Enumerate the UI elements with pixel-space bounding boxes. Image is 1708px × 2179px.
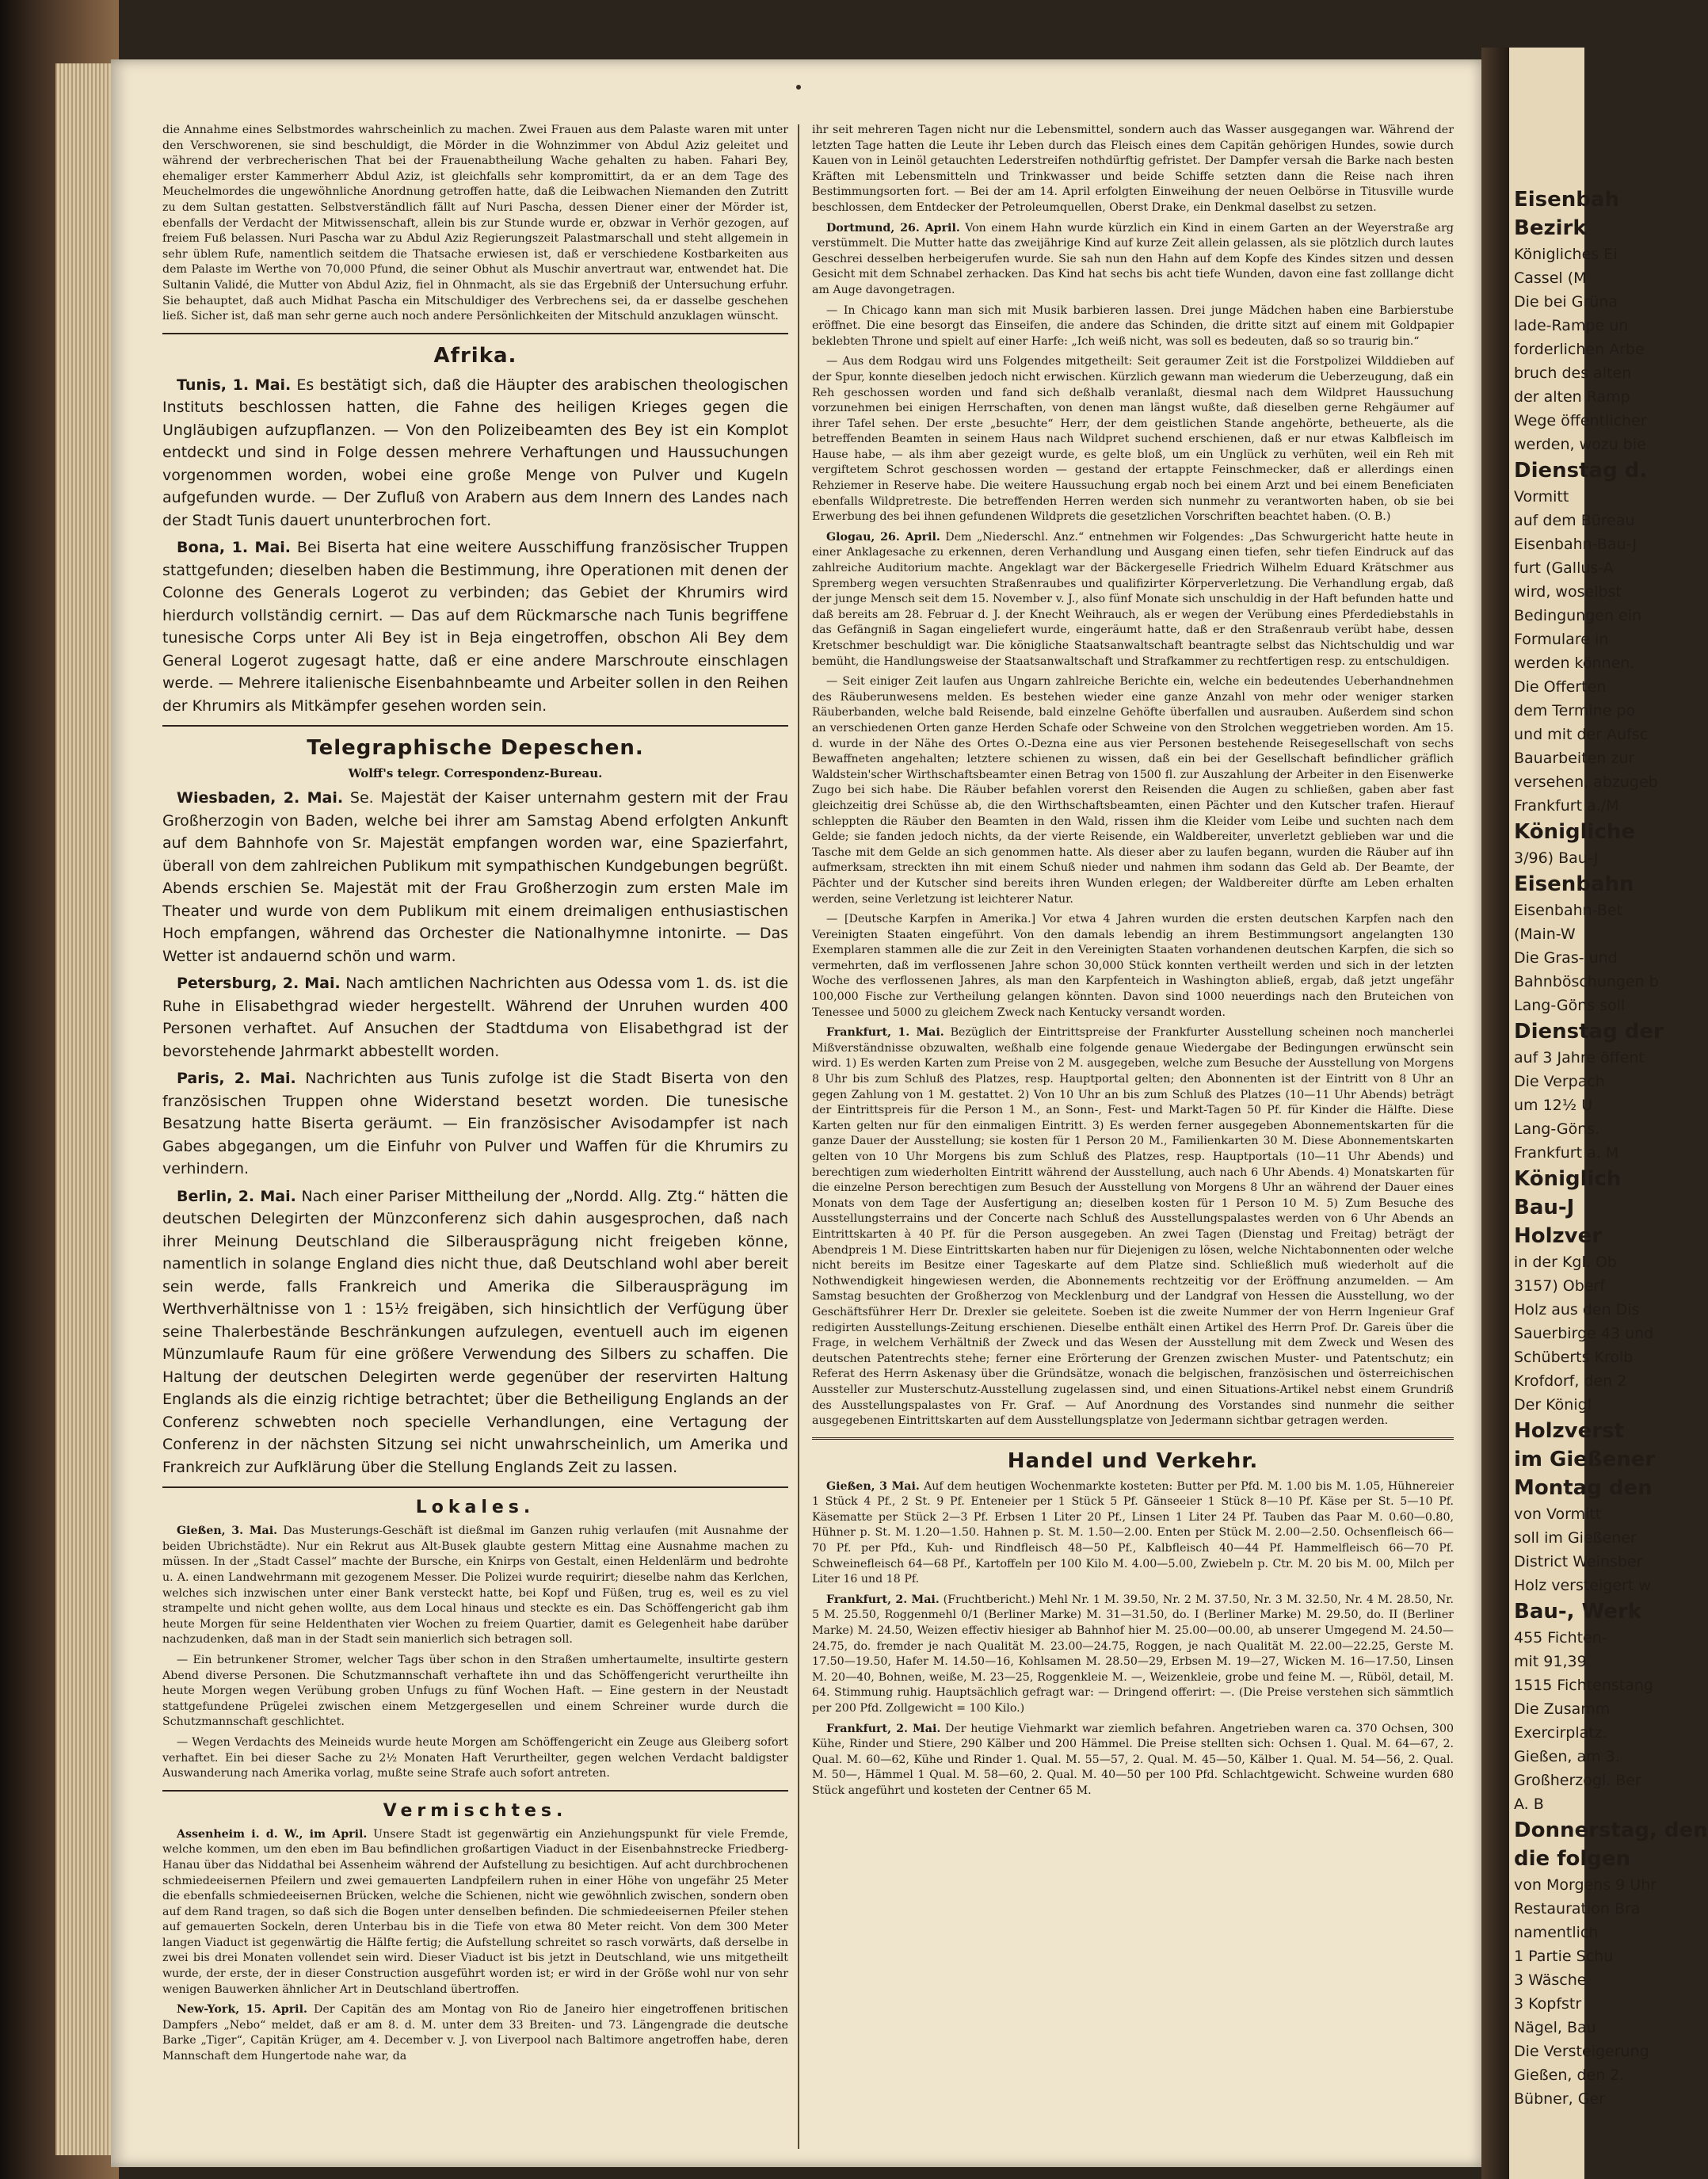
telegram-subheading: Wolff's telegr. Correspondenz-Bureau. bbox=[348, 766, 603, 781]
next-page-text-fragment: Die Offerten bbox=[1514, 678, 1607, 696]
next-page-text-fragment: 1515 Fichtenstang bbox=[1514, 1677, 1653, 1694]
next-page-heading-fragment: Montag den bbox=[1514, 1476, 1653, 1500]
article-paragraph bbox=[812, 1722, 1454, 1799]
dateline: Paris, 2. Mai. bbox=[177, 1070, 296, 1088]
article-paragraph bbox=[162, 1653, 788, 1731]
article-text: Nach amtlichen Nachrichten aus Odessa vom 1. ds. ist die Ruhe in Elisabethgrad wieder hergestellt. Während der Unruhen wurden 400 Personen verhaftet. Auf Ansuchen der Stadtduma von Elisabethgrad ist der bevorstehende Jahrmarkt abbestellt worden. bbox=[162, 975, 788, 1060]
next-page-edge bbox=[1509, 48, 1708, 2179]
handel-heading: Handel und Verkehr. bbox=[1007, 1448, 1259, 1473]
next-page-text-fragment: Frankfurt a./M bbox=[1514, 797, 1619, 815]
section-rule bbox=[162, 1790, 788, 1792]
next-page-text-fragment: 3/96) Bau-J bbox=[1514, 849, 1599, 867]
next-page-text-fragment: Eisenbahn-Bet bbox=[1514, 902, 1623, 919]
dateline: Glogau, 26. April. bbox=[826, 530, 940, 544]
next-page-text-fragment: Bauarbeiten zur bbox=[1514, 750, 1635, 767]
africa-section bbox=[162, 374, 788, 718]
next-page-heading-fragment: Dienstag der bbox=[1514, 1020, 1664, 1044]
next-page-text-fragment: Exercirplatz. bbox=[1514, 1724, 1607, 1742]
next-page-heading-fragment: Eisenbah bbox=[1514, 188, 1619, 212]
dateline: Bona, 1. Mai. bbox=[177, 539, 291, 557]
next-page-text-fragment: Bedingungen ein bbox=[1514, 607, 1642, 624]
next-page-text-fragment: Cassel (M bbox=[1514, 269, 1587, 287]
article-text: — Aus dem Rodgau wird uns Folgendes mitgetheilt: Seit geraumer Zeit ist die Forstpolizei Wilddieben auf der Spur, konnte dieselben jedoch nicht erwischen. Kürzlich gewann man wiederum die Ueberzeugung, daß ein Reh geschossen worden und fand sich deßhalb veranlaßt, diesmal nach dem Wildpret Haussuchung vorzunehmen bei einigen Herrschaften, von denen man längst wußte, daß dieselben gerne Rehgäumer auf ihrer Tafel sehen. Der erste „besuchte“ Herr, der dem geistlichen Stande angehörte, betheuerte, als die betreffenden Beamten in seinem Haus nach Wildpret suchend erschienen, daß er nur etwas Kalbfleisch im Hause habe, — als ihm aber gezeigt wurde, es gelte bloß, um ein Unglück zu verhüten, weil ein Reh mit vergiftetem Schrot geschossen worden — gestand der ertappte Feinschmecker, daß er allerdings einen Rehziemer in Reserve habe. Die weitere Haussuchung ergab noch bei einem Arzt und bei einem Beneficiaten ebenfalls Wildpretreste. Die betreffenden Herren werden sich nunmehr zu verantworten haben, ob sie bei Erwerbung des bei ihnen gefundenen Wildprets die gesetzlichen Vorschriften beachtet haben. (O. B.) bbox=[812, 355, 1454, 524]
next-page-text-fragment: Der Königl bbox=[1514, 1396, 1592, 1414]
telegram-section bbox=[162, 787, 788, 1479]
next-page-text-fragment: auf 3 Jahre öffent bbox=[1514, 1049, 1645, 1067]
article-text: Bezüglich der Eintrittspreise der Frankfurter Ausstellung scheinen noch mancherlei Mißverständnisse obzuwalten, weßhalb eine folgende genaue Wiedergabe der Bedingungen erwünscht sein wird. 1) Es werden Karten zum Preise von 2 M. ausgegeben, welche zum Besuche der Ausstellung von Morgens 8 Uhr bis zum Schluß des Platzes, resp. Hauptportal gelten; den Abonnenten ist der Eintritt von 8 Uhr an gegen Zahlung von 1 M. gestattet. 2) Von 10 Uhr an bis zum Schluß des Platzes (10—11 Uhr Abends) beträgt der Eintrittspreis für die Person 1 M., an Sonn-, Fest- und Markt-Tagen 50 Pf. für Kinder die Hälfte. Diese Karten gelten nur für den einmaligen Eintritt. 3) Es werden ferner ausgegeben Abonnementskarten für die ganze Dauer der Ausstellung; sie kosten für 1 Person 20 M., Familienkarten 30 M. Diese Abonnementskarten gelten von 10 Uhr Morgens bis zum Schluß des Platzes, resp. Hauptportals (10—11 Uhr Abends) und berechtigen zum wiederholten Eintritt während der Ausstellung, auch nach 6 Uhr Abends. 4) Monatskarten für die einzelne Person berechtigen zum Besuch der Ausstellung von Morgens 8 Uhr an während der Dauer eines Monats von dem Tage der Ausfertigung an; dieselben kosten für 1 Person 10 M. 5) Zum Besuche des Ausstellungsterrains und der Concerte nach Schluß des Ausstellungspalastes werden von 6 Uhr Abends an Eintrittskarten à 40 Pf. für die Person ausgegeben. An zwei Tagen (Dienstag und Freitag) beträgt der Abendpreis 1 M. Diese Eintrittskarten haben nur für Diejenigen zu lösen, welche Nichtabonnenten oder welche nicht bereits im Besitze einer Tageskarte auf dem Platze sind. Schließlich muß wiederholt auf die Nothwendigkeit hingewiesen werden, die Abonnements rechtzeitig vor der Eröffnung anzumelden. — Am Samstag besuchten der Großherzog von Mecklenburg und der Landgraf von Hessen die Ausstellung, wo der Geschäftsführer Herr Dr. Drexler sie geleitete. Soeben ist die zweite Nummer der von Herrn Ingenieur Graf redigirten Ausstellungs-Zeitung erschienen. Dieselbe enthält einen Artikel des Herrn Prof. Dr. Gareis über die Frage, in welchem Verhältniß der Zweck und das Wesen der Ausstellung mit dem Zweck und Wesen des deutschen Patentrechts stehe; ferner eine Erörterung der Grenzen zwischen Muster- und Patentschutz; ein Referat des Herrn Askenasy über die Gründsätze, wonach die belgischen, französischen und österreichischen Aussteller zur Musterschutz-Ausstellung zugelassen sind, und einen Situations-Artikel nebst einem Grundriß des Ausstellungspalastes von Fr. Graf. — Auf Anordnung des Vorstandes sind nunmehr die seither ausgegebenen Eintrittskarten auf dem Ausstellungsplatze von Jedermann sichtbar getragen werden. bbox=[812, 1026, 1454, 1428]
article-text: — Wegen Verdachts des Meineids wurde heute Morgen am Schöffengericht ein Zeuge aus Gleiberg sofort verhaftet. Ein bei dieser Sache zu 2½ Monaten Haft Verurtheilter, gegen welchen Verdacht baldigster Auswanderung nach Amerika vorlag, mußte seine Strafe auch sofort antreten. bbox=[162, 1735, 788, 1780]
next-page-text-fragment: von Vormitt bbox=[1514, 1505, 1602, 1523]
article-text: ihr seit mehreren Tagen nicht nur die Lebensmittel, sondern auch das Wasser ausgegangen war. Während der letzten Tage hatten die Leute ihr Leben durch das Fleisch eines dem Capitän gehörigen Hundes, sowie durch Kauen von in Leinöl getauchten Lederstreifen nothdürftig gefristet. Der Dampfer versah die Barke nach besten Kräften mit Lebensmitteln und Trinkwasser und beide Schiffe setzten dann die Reise nach ihren Bestimmungsorten fort. — Bei der am 14. April erfolgten Einweihung der neuen Oelbörse in Titusville wurde beschlossen, dem Entdecker der Petroleumquellen, Oberst Drake, ein Denkmal daselbst zu setzen. bbox=[812, 124, 1454, 214]
next-page-text-fragment: auf dem Büreau bbox=[1514, 512, 1635, 529]
next-page-text-fragment: Schüberts Krolb bbox=[1514, 1349, 1634, 1366]
article-text: Bei Biserta hat eine weitere Ausschiffung französischer Truppen stattgefunden; dieselben haben die Bestimmung, ihre Operationen mit denen der Colonne des Generals Logerot zu verbinden; das Gebiet der Khrumirs wird hierdurch vollständig cernirt. — Das auf dem Rückmarsche nach Tunis begriffene tunesische Corps unter Ali Bey ist in Beja eingetroffen, obschon Ali Bey dem General Logerot zugesagt hatte, daß er eine andere Marschroute einschlagen werde. — Mehrere italienische Eisenbahnbeamte und Arbeiter sollen in den Reihen der Khrumirs als Mitkämpfer gesehen worden sein. bbox=[162, 539, 788, 715]
next-page-text-fragment: 455 Fichten- bbox=[1514, 1629, 1607, 1647]
dateline: Gießen, 3 Mai. bbox=[826, 1479, 920, 1493]
article-paragraph bbox=[162, 972, 788, 1063]
next-page-text-fragment: Eisenbahn-Bau-J bbox=[1514, 536, 1637, 553]
next-page-text-fragment: (Main-W bbox=[1514, 925, 1576, 943]
article-text: Auf dem heutigen Wochenmarkte kosteten: Butter per Pfd. M. 1.00 bis M. 1.05, Hühnereier 1 Stück 4 Pf., 2 St. 9 Pf. Enteneier per 1 Stück 5 Pf. Gänseeier 1 Stück 8—10 Pf. Käse per St. 5—10 Pf. Käsematte per Stück 2—3 Pf. Erbsen 1 Liter 20 Pf., Linsen 1 Liter 24 Pf. Tauben das Paar M. 0.60—0.80, Hühner p. St. M. 1.20—1.50. Hahnen p. St. M. 1.50—2.00. Enten per Stück M. 2.00—2.50. Ochsenfleisch 66—70 Pf. per Pfd., Kuh- und Rindfleisch 48—50 Pf., Kalbfleisch 40—44 Pf. Hammelfleisch 66—70 Pf. Schweinefleisch 64—68 Pf., Kartoffeln per 100 Kilo M. 4.00—5.00, Zwiebeln p. Ctr. M. 20 bis M. 00, Milch per Liter 16 und 18 Pf. bbox=[812, 1479, 1454, 1586]
dateline: Frankfurt, 2. Mai. bbox=[826, 1593, 940, 1606]
next-page-text-fragment: 3 Wäsche bbox=[1514, 1971, 1587, 1989]
next-page-text-fragment: Lang-Göns. bbox=[1514, 1120, 1600, 1138]
next-page-text-fragment: Krofdorf, den 2 bbox=[1514, 1372, 1627, 1390]
next-page-text-fragment: Die Versteigerung bbox=[1514, 2043, 1649, 2060]
section-rule bbox=[162, 1486, 788, 1488]
next-page-heading-fragment: Bau-, Werk bbox=[1514, 1600, 1642, 1624]
next-page-heading-fragment: Bau-J bbox=[1514, 1196, 1575, 1219]
next-page-text-fragment: der alten Ramp bbox=[1514, 388, 1630, 406]
next-page-heading-fragment: Dienstag d. bbox=[1514, 459, 1648, 483]
next-page-text-fragment: und mit der Aufsc bbox=[1514, 726, 1649, 743]
next-page-text-fragment: A. B bbox=[1514, 1795, 1544, 1813]
next-page-text-fragment: 1 Partie Schu bbox=[1514, 1948, 1614, 1965]
next-page-text-fragment: Gießen, den 2. bbox=[1514, 2066, 1625, 2084]
next-page-text-fragment: werden, wozu bie bbox=[1514, 436, 1646, 453]
article-paragraph bbox=[162, 1827, 788, 1998]
next-page-text-fragment: von Morgens 9 Uhr bbox=[1514, 1876, 1657, 1894]
next-page-text-fragment: bruch des alten bbox=[1514, 364, 1632, 382]
next-page-text-fragment: namentlich bbox=[1514, 1924, 1599, 1941]
next-page-text-fragment: Bübner, Ger bbox=[1514, 2090, 1605, 2108]
next-page-text-fragment: Restauration Bra bbox=[1514, 1900, 1641, 1918]
dateline: Frankfurt, 1. Mai. bbox=[826, 1026, 944, 1040]
next-page-text-fragment: dem Termine po bbox=[1514, 702, 1636, 719]
next-page-heading-fragment: Königlich bbox=[1514, 1167, 1622, 1191]
article-text: Nachrichten aus Tunis zufolge ist die Stadt Biserta von den französischen Truppen ohne Widerstand besetzt worden. Die tunesische Besatzung hatte Biserta geräumt. — Ein französischer Avisodampfer ist nach Gabes abgegangen, um die Einfuhr von Pulver und Waffen für die Khrumirs zu verhindern. bbox=[162, 1070, 788, 1178]
article-text: Unsere Stadt ist gegenwärtig ein Anziehungspunkt für viele Fremde, welche kommen, um den eben im Bau befindlichen großartigen Viaduct in der Eisenbahnstrecke Friedberg-Hanau über das Niddathal bei Assenheim während der Aufstellung zu besichtigen. Auf acht durchbrochenen schmiedeeisernen Pfeilern und zwei gemauerten Landpfeilern ruhen in einer Höhe von ungefähr 25 Meter die ebenfalls schmiedeeisernen Brücken, welche die Schienen, nicht wie gewöhnlich zwischen, sondern oben auf dem Rand tragen, so daß sich die Bogen unter denselben befinden. Die schmiedeeisernen Pfeiler stehen auf gemauerten Sockeln, deren Unterbau bis in die Tiefe von etwa 80 Meter reicht. Von dem 300 Meter langen Viaduct ist gegenwärtig die Hälfte fertig; die Aufstellung schreitet so rasch vorwärts, daß derselbe in zwei bis drei Monaten vollendet sein wird. Dieser Viaduct ist bis jetzt in Deutschland, wie uns mitgetheilt wurde, der erste, der in dieser Construction ausgeführt worden ist; er wird in der Größe wohl nur von sehr wenigen Bauwerken ähnlicher Art in Deutschland übertroffen. bbox=[162, 1827, 788, 1996]
next-page-text-fragment: in der Kgl. Ob bbox=[1514, 1254, 1617, 1271]
next-page-heading-fragment: Donnerstag, den bbox=[1514, 1818, 1708, 1842]
next-page-text-fragment: 3157) Oberf bbox=[1514, 1277, 1606, 1295]
vermischtes-section bbox=[162, 1827, 788, 2065]
intro-paragraph: die Annahme eines Selbstmordes wahrscheinlich zu machen. Zwei Frauen aus dem Palaste waren mit unter den Verschworenen, sie sind beschuldigt, die Mörder in die Wohnzimmer von Abdul Aziz geleitet und während der verbrecherischen That bei der Frauenabtheilung Wache gehalten zu haben. Fahari Bey, ehemaliger erster Kammerherr Abdul Aziz, ist gleichfalls sehr kompromittirt, da er an dem Tage des Meuchelmordes die ungewöhnliche Anordnung getroffen hatte, daß die Leibwachen Niemanden den Zutritt zu dem Sultan gestatten. Selbstverständlich fällt auf Nuri Pascha, dessen Diener einer der Mörder ist, ebenfalls der Verdacht der Mitwissenschaft, allein bis zur Stunde wurde er, obzwar in Verhör gezogen, auf freiem Fuß belassen. Nuri Pascha war zu Abdul Aziz Regierungszeit Palastmarschall und steht allgemein in sehr üblem Rufe, namentlich seitdem die Thatsache erwiesen ist, daß er verschiedene Kostbarkeiten aus dem Palaste im Werthe von 70,000 Pfund, die seiner Obhut als Muschir anvertraut war, entwendet hat. Die Sultanin Validé, die Mutter von Abdul Aziz, fiel in Ohnmacht, als sie das Ergebniß der Untersuchung erfuhr. Sie behauptet, daß auch Midhat Pascha ein Mitschuldiger des Verbrechens sei, da er dasselbe geschehen ließ. Sicher ist, daß man sehr gerne auch noch andere Persönlichkeiten der Mitschuld anzuklagen wünscht. bbox=[162, 124, 788, 323]
next-page-text-fragment: District Weinsber bbox=[1514, 1553, 1643, 1570]
next-page-text-fragment: werden können. bbox=[1514, 654, 1635, 672]
africa-heading: Afrika. bbox=[433, 343, 517, 368]
dateline: Wiesbaden, 2. Mai. bbox=[177, 789, 344, 807]
article-paragraph bbox=[162, 374, 788, 532]
article-paragraph bbox=[812, 1593, 1454, 1717]
next-page-text-fragment: furt (Gallus-A bbox=[1514, 559, 1614, 577]
article-paragraph bbox=[162, 1735, 788, 1782]
next-page-text-fragment: um 12½ U bbox=[1514, 1097, 1593, 1114]
dateline: Petersburg, 2. Mai. bbox=[177, 975, 341, 993]
next-page-lines bbox=[1509, 48, 1708, 2110]
left-column bbox=[162, 123, 788, 2151]
article-paragraph bbox=[812, 123, 1454, 216]
dateline: Berlin, 2. Mai. bbox=[177, 1187, 296, 1205]
section-rule bbox=[162, 333, 788, 334]
page-edges bbox=[55, 63, 111, 2155]
handel-section bbox=[812, 1479, 1454, 1799]
next-page-text-fragment: 3 Kopfstr bbox=[1514, 1995, 1582, 2013]
article-text: Von einem Hahn wurde kürzlich ein Kind in einem Garten an der Weyerstraße arg verstümmelt. Die Mutter hatte das zweijährige Kind auf kurze Zeit allein gelassen, als sie plötzlich durch lautes Geschrei desselben herbeigerufen wurde. Sie sah nun den Hahn auf dem Kopfe des Kindes sitzen und dessen Gesicht mit dem Schnabel zerhacken. Das Kind hat sechs bis acht tiefe Wunden, davon eine fast zolllange dicht am Auge davongetragen. bbox=[812, 221, 1454, 296]
article-text: — Ein betrunkener Stromer, welcher Tags über schon in den Straßen umhertaumelte, insultirte gestern Abend diverse Personen. Die Schutzmannschaft verhaftete ihn und das Schöffengericht verurtheilte ihn heute Morgen wegen Verübung groben Unfugs zu fünf Wochen Haft. — Eine gestern in der Neustadt stattgefundene Prügelei zwischen einem Metzgergesellen und einem Schreiner wurde durch die Schutzmannschaft geschlichtet. bbox=[162, 1653, 788, 1729]
next-page-text-fragment: forderlichen Arbe bbox=[1514, 341, 1645, 358]
article-paragraph bbox=[162, 1524, 788, 1648]
next-page-heading-fragment: Königliche bbox=[1514, 820, 1635, 844]
next-page-text-fragment: Königliches Ei bbox=[1514, 246, 1618, 263]
next-page-heading-fragment: im Gießener bbox=[1514, 1448, 1656, 1471]
next-page-heading-fragment: die folgen bbox=[1514, 1847, 1631, 1871]
next-page-heading-fragment: Eisenbahn bbox=[1514, 872, 1634, 896]
page-mark bbox=[796, 85, 801, 90]
next-page-heading-fragment: Holzverst bbox=[1514, 1419, 1624, 1443]
article-paragraph bbox=[812, 221, 1454, 299]
article-paragraph bbox=[812, 1025, 1454, 1429]
next-page-text-fragment: Gießen, am 3. bbox=[1514, 1748, 1620, 1765]
next-page-text-fragment: soll im Gießener bbox=[1514, 1529, 1637, 1547]
article-paragraph bbox=[162, 787, 788, 967]
next-page-text-fragment: wird, woselbst bbox=[1514, 583, 1622, 601]
article-text: Der heutige Viehmarkt war ziemlich befahren. Angetrieben waren ca. 370 Ochsen, 300 Kühe, Rinder und Stiere, 290 Kälber und 200 Hämmel. Die Preise stellten sich: Ochsen 1. Qual. M. 64—67, 2. Qual. M. 60—62, Kühe und Rinder 1. Qual. M. 55—57, 2. Qual. M. 45—50, Kälber 1. Qual. M. 54—56, 2. Qual. M. 50—, Hämmel 1 Qual. M. 58—60, 2. Qual. M. 40—50 per 100 Pfd. Schlachtgewicht. Schweine wurden 680 Stück angeführt und kosteten der Centner 65 M. bbox=[812, 1722, 1454, 1797]
next-page-text-fragment: Sauerbirge 43 und bbox=[1514, 1325, 1654, 1342]
article-text: — In Chicago kann man sich mit Musik barbieren lassen. Drei junge Mädchen haben eine Barbierstube eröffnet. Die eine besorgt das Einseifen, die andere das Schinden, die dritte sitzt auf einem mit Goldpapier beklebten Throne und spielt auf einer Harfe: „Ich weiß nicht, was soll es bedeuten, daß so so traurig bin.“ bbox=[812, 303, 1454, 348]
next-page-text-fragment: Die Gras- und bbox=[1514, 949, 1618, 967]
next-page-heading-fragment: Bezirk bbox=[1514, 216, 1587, 240]
dateline: Dortmund, 26. April. bbox=[826, 221, 960, 235]
lokales-section bbox=[162, 1524, 788, 1782]
next-page-text-fragment: lade-Rampe un bbox=[1514, 317, 1629, 334]
next-page-text-fragment: Nägel, Bau bbox=[1514, 2019, 1596, 2036]
next-page-text-fragment: Frankfurt a. M bbox=[1514, 1144, 1619, 1162]
dateline: Tunis, 1. Mai. bbox=[177, 376, 292, 394]
article-paragraph bbox=[812, 354, 1454, 525]
book-gutter bbox=[1481, 48, 1513, 2179]
section-rule bbox=[812, 1437, 1454, 1440]
article-text: — [Deutsche Karpfen in Amerika.] Vor etwa 4 Jahren wurden die ersten deutschen Karpfen nach den Vereinigten Staaten eingeführt. Von den damals lebendig an ihrem Bestimmungsort angelangten 130 Exemplaren stammen alle die zur Zeit in den Vereinigten Staaten vorhandenen deutschen Karpfen, die sich so vermehrten, daß im verflossenen Jahre schon 30,000 Stück konnten vertheilt werden und sich in der letzten Woche des verflossenen Jahres, als man den Karpfenteich in Washington abließ, ergab, daß jetzt ungefähr 100,000 Fische zur Vertheilung gelangen könnten. Davon sind 1000 neuerdings nach den Bruteichen von Tenessee und 5000 zu gleichem Zweck nach Kentucky versandt worden. bbox=[812, 913, 1454, 1019]
newspaper-page bbox=[111, 59, 1481, 2167]
next-page-heading-fragment: Holzver bbox=[1514, 1224, 1603, 1248]
article-text: Nach einer Pariser Mittheilung der „Nordd. Allg. Ztg.“ hätten die deutschen Delegirten der Münzconferenz sich dahin ausgesprochen, daß nach ihrer Meinung Deutschland die Silberausprägung nicht freigeben könne, namentlich in solange England dies nicht thue, daß Deutschland wohl aber bereit sein werde, falls Frankreich und Amerika die Silberausprägung im Werthverhältnisse von 1 : 15½ freigäben, sich hinsichtlich der Verfügung über seine Thalerbestände Beschränkungen aufzulegen, eventuell auch im eigenen Münzumlaufe Raum für eine größere Verwendung des Silbers zu schaffen. Die Haltung der deutschen Delegirten werde gegenüber der reservirten Haltung Englands als die einzig richtige betrachtet; über die Betheiligung Englands an der Conferenz schwebten noch specielle Verhandlungen, eine Vertagung der Conferenz in der nächsten Sitzung sei nicht unwahrscheinlich, um Amerika und Frankreich zur Aufklärung über die Stellung Englands Zeit zu lassen. bbox=[162, 1187, 788, 1476]
section-rule bbox=[162, 725, 788, 727]
article-paragraph bbox=[812, 674, 1454, 907]
article-paragraph bbox=[162, 2002, 788, 2064]
article-paragraph bbox=[162, 1185, 788, 1479]
article-paragraph bbox=[812, 1479, 1454, 1588]
next-page-text-fragment: Holz aus den Dis bbox=[1514, 1301, 1640, 1318]
dateline: New-York, 15. April. bbox=[177, 2003, 307, 2017]
right-column bbox=[812, 123, 1454, 2151]
article-text: Se. Majestät der Kaiser unternahm gestern mit der Frau Großherzogin von Baden, welche bei ihrer am Samstag Abend erfolgten Ankunft auf dem Bahnhofe von Sr. Majestät empfangen worden war, eine Spazierfahrt, überall von dem zahlreichen Publikum mit sympathischen Kundgebungen begrüßt. Abends erschien Se. Majestät mit der Frau Großherzogin zum ersten Male im Theater und wurde von dem Publikum mit einem dreimaligen enthusiastischen Hoch empfangen, während das Orchester die Nationalhymne intonirte. — Das Wetter ist andauernd schön und warm. bbox=[162, 789, 788, 965]
article-text: — Seit einiger Zeit laufen aus Ungarn zahlreiche Berichte ein, welche ein bedeutendes Ueberhandnehmen des Räuberunwesens melden. Es bestehen wieder eine ganze Anzahl von mehr oder weniger starken Räuberbanden, welche bald Reisende, bald einzelne Gehöfte überfallen und ausrauben. Außerdem sind schon an verschiedenen Orten ganze Herden Schafe oder Schweine von den Strolchen weggetrieben worden. Am 15. d. wurde in der Nähe des Ortes O.-Dezna eine aus vier Personen bestehende Reisegesellschaft von sechs Bewaffneten angehalten; letztere schienen zu wissen, daß ein bei der Gesellschaft befindlicher gräflich Waldstein'scher Wirthschaftsbeamter einen Betrag von 1500 fl. zur Auszahlung der Arbeiter in den Eisenwerke Zugo bei sich habe. Die Räuber befahlen vorerst den Reisenden die Augen zu schließen, gaben aber fast gleichzeitig drei Schüsse ab, die den Wirthschaftsbeamten, einen Pächter und den Kutscher trafen. Hierauf schleppten die Räuber den Beamten in den Wald, rissen ihm die Kleider vom Leibe und suchten nach dem Gelde; sie fanden jedoch nichts, da der vierte Reisende, ein Waldbereiter, unverletzt geblieben war und die Tasche mit dem Gelde an sich genommen hatte. Als dieser aber zu laufen begann, wurden die Räuber auf ihn aufmerksam, streckten ihn mit einem Schuß nieder und nahmen ihm sodann das Geld ab. Der Beamte, der Pächter und der Kutscher sind bereits ihren Wunden erlegen; der Waldbereiter dürfte am Leben erhalten werden, seine Verletzung ist leichterer Natur. bbox=[812, 675, 1454, 906]
article-text: (Fruchtbericht.) Mehl Nr. 1 M. 39.50, Nr. 2 M. 37.50, Nr. 3 M. 32.50, Nr. 4 M. 28.50, Nr. 5 M. 25.50, Roggenmehl 0/1 (Berliner Marke) M. 31—31.50, do. I (Berliner Marke) M. 29.50, do. II (Berliner Marke) M. 24.50, Weizen effectiv hiesiger ab Bahnhof hier M. 25.00—00.00, ab unserer Umgegend M. 24.50—24.75, do. fremder je nach Qualität M. 23.00—24.75, Roggen, je nach Qualität M. 22.00—22.25, Gerste M. 17.50—19.50, Hafer M. 14.50—16, Kohlsamen M. 28.50—29, Erbsen M. 19—27, Wicken M. 16—17.50, Linsen M. 20—40, Bohnen, weiße, M. 23—25, Roggenkleie M. —, Weizenkleie, grobe und feine M. —, Rüböl, detail, M. 64. Stimmung ruhig. Hauptsächlich gefragt war: — Dringend offerirt: —. (Die Preise verstehen sich sämmtlich per 200 Pfd. Zollgewicht = 100 Kilo.) bbox=[812, 1593, 1454, 1715]
article-paragraph bbox=[162, 536, 788, 717]
next-page-text-fragment: Die bei Grüna bbox=[1514, 293, 1618, 311]
dateline: Assenheim i. d. W., im April. bbox=[177, 1827, 368, 1841]
next-page-text-fragment: Wege öffentlicher bbox=[1514, 412, 1647, 429]
article-paragraph bbox=[812, 530, 1454, 670]
article-paragraph bbox=[162, 1067, 788, 1181]
lokales-heading: Lokales. bbox=[415, 1498, 536, 1518]
dateline: Frankfurt, 2. Mai. bbox=[826, 1722, 941, 1735]
next-page-text-fragment: Vormitt bbox=[1514, 488, 1569, 506]
next-page-text-fragment: Die Verpach bbox=[1514, 1073, 1605, 1090]
article-paragraph bbox=[812, 303, 1454, 350]
next-page-text-fragment: versehen, abzugeb bbox=[1514, 773, 1658, 791]
article-text: Dem „Niederschl. Anz.“ entnehmen wir Folgendes: „Das Schwurgericht hatte heute in einer Anklagesache zu erkennen, deren Verhandlung und Ausgang einen tiefen, sehr tiefen Eindruck auf das zahlreiche Auditorium machte. Angeklagt war der Bäckergeselle Friedrich Wilhelm Eduard Krätschmer aus Spremberg wegen versuchten Straßenraubes und qualifizirter Körperverletzung. Die Verhandlung ergab, daß der junge Mensch seit dem 15. November v. J., also fünf Monate sich unschuldig in der Haft befunden hatte und daß bereits am 28. Februar d. J. der Knecht Weihrauch, als er wegen der Verübung eines Pferdediebstahls in das Gefängniß in Sagan eingeliefert wurde, eingeräumt hatte, daß er den Straßenraub verübt habe, dessen Kretschmer beschuldigt war. Die königliche Staatsanwaltschaft beantragte selbst das Nichtschuldig und war bemüht, die Handlungsweise der Staatsanwaltschaft und Strafkammer zu rechtfertigen resp. zu entschuldigen. bbox=[812, 530, 1454, 668]
next-page-text-fragment: Die Zusamm bbox=[1514, 1700, 1611, 1718]
next-page-text-fragment: Holz versteigert w bbox=[1514, 1577, 1651, 1594]
telegram-heading: Telegraphische Depeschen. bbox=[307, 736, 644, 761]
next-page-text-fragment: mit 91,39 bbox=[1514, 1653, 1587, 1670]
vermischtes-continued bbox=[812, 123, 1454, 1429]
article-text: Das Musterungs-Geschäft ist dießmal im Ganzen ruhig verlaufen (mit Ausnahme der beiden Ubrichstädte). Nur ein Rekrut aus Alt-Busek glaubte gestern Mittag eine Ausnahme machen zu müssen. In der „Stadt Cassel“ machte der Bursche, ein Knirps von Gestalt, einen Heldenlärm und bedrohte u. A. einen Landwehrmann mit gezogenem Messer. Die Polizei wurde requirirt; dieselbe nahm das Kerlchen, welches sich inzwischen unter einer Bank versteckt hatte, bei Kopf und Füßen, trug es, weil es zu viel strampelte und nicht gehen wollte, aus dem Local hinaus und steckte es ein. Das Schöffengericht gab ihm heute Morgen für seine Heldenthaten vier Wochen zu freiem Quartier, damit es Gelegenheit habe darüber nachzudenken, daß man in der Stadt sein manierlich sich betragen soll. bbox=[162, 1525, 788, 1647]
article-text: Der Capitän des am Montag von Rio de Janeiro hier eingetroffenen britischen Dampfers „Nebo“ meldet, daß er am 8. d. M. unter dem 33 Breiten- und 73. Längengrade die deutsche Barke „Tiger“, Capitän Krüger, am 4. December v. J. von Liverpool nach Baltimore angetroffen habe, deren Mannschaft dem Hungertode nahe war, da bbox=[162, 2003, 788, 2063]
article-paragraph bbox=[812, 912, 1454, 1021]
article-text: Es bestätigt sich, daß die Häupter des arabischen theologischen Instituts beschlossen hatten, die Fahne des heiligen Krieges gegen die Ungläubigen aufzupflanzen. — Von den Polizeibeamten des Bey ist ein Komplot entdeckt und sind in Folge dessen mehrere Verhaftungen und Haussuchungen vorgenommen worden, wobei eine große Menge von Pulver und Kugeln aufgefunden wurde. — Der Zufluß von Arabern aus dem Innern des Landes nach der Stadt Tunis dauert ununterbrochen fort. bbox=[162, 376, 788, 529]
next-page-text-fragment: Lang-Göns soll bbox=[1514, 997, 1626, 1014]
next-page-text-fragment: Bahnböschungen b bbox=[1514, 973, 1659, 990]
dateline: Gießen, 3. Mai. bbox=[177, 1525, 278, 1538]
next-page-text-fragment: Formulare in bbox=[1514, 631, 1609, 648]
next-page-text-fragment: Großherzogl. Ber bbox=[1514, 1772, 1641, 1789]
vermischtes-heading: Vermischtes. bbox=[383, 1800, 568, 1821]
column-divider bbox=[798, 124, 799, 2149]
